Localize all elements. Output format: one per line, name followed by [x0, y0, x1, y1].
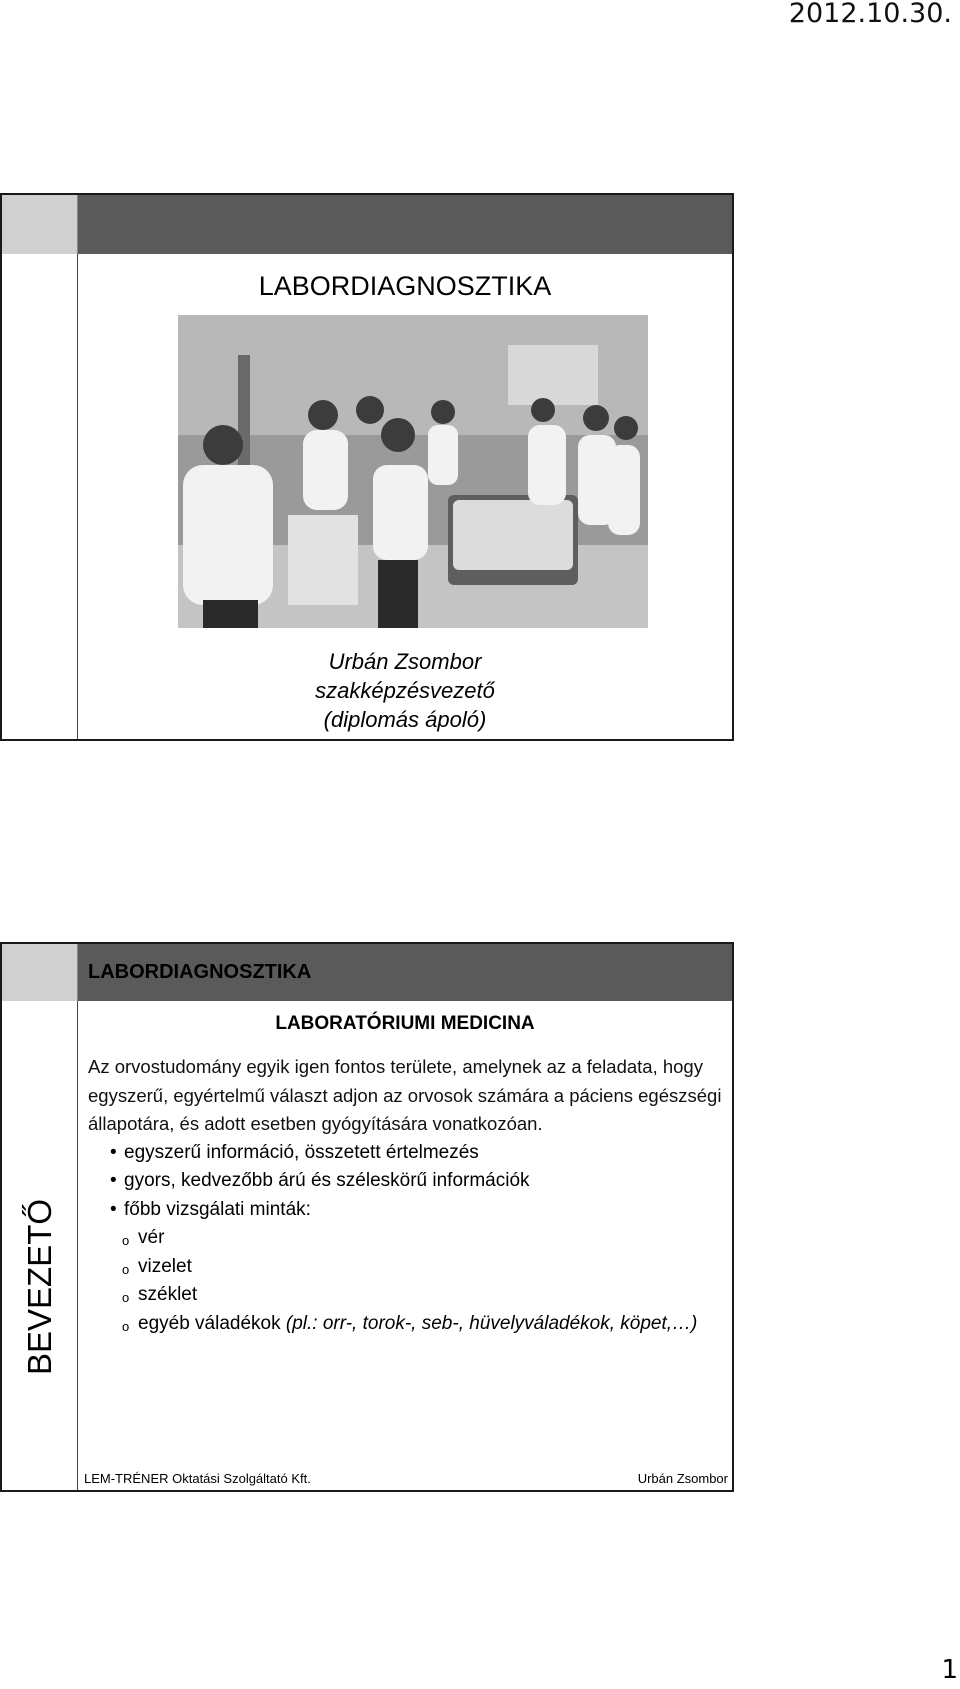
sample-item: o széklet: [138, 1281, 722, 1310]
sample-item: o vér: [138, 1224, 722, 1253]
photo-illustration: [178, 315, 648, 628]
page-number: 1: [941, 1655, 958, 1685]
print-date: 2012.10.30.: [788, 0, 952, 29]
title-slide: [0, 193, 734, 741]
bullet-item: • gyors, kedvezőbb árú és széleskörű információk: [124, 1167, 722, 1196]
slide-header: LABORDIAGNOSZTIKA: [78, 944, 732, 1001]
other-sample-text: egyéb váladékok: [138, 1312, 286, 1334]
sample-item-other: [138, 1310, 722, 1339]
author-degree: (diplomás ápoló): [323, 707, 487, 732]
author-name: Urbán Zsombor: [328, 649, 482, 674]
nursing-students-photo: [178, 315, 648, 628]
bullet-item: • egyszerű információ, összetett értelmezés: [124, 1139, 722, 1168]
intro-paragraph: Az orvostudomány egyik igen fontos területe, amelynek az a feladata, hogy egyszerű, egyértelmű választ adjon az orvosok számára a páciens egészségi állapotára, és adott esetben gyógyítására vonatkozóan.: [88, 1056, 722, 1134]
slide-corner: [2, 944, 78, 1001]
slide-body: [88, 1001, 722, 1490]
author-role: szakképzésvezető: [315, 678, 495, 703]
footer-author: Urbán Zsombor: [637, 1471, 728, 1486]
sample-item: o vizelet: [138, 1253, 722, 1282]
other-sample-examples: (pl.: orr-, torok-, seb-, hüvelyváladékok, köpet,…): [285, 1312, 698, 1334]
sample-list: [88, 1224, 722, 1338]
author-credit: [78, 647, 732, 734]
intro-slide: [0, 942, 734, 1492]
footer-company: LEM-TRÉNER Oktatási Szolgáltató Kft.: [84, 1471, 311, 1486]
bullet-item: • főbb vizsgálati minták:: [124, 1196, 722, 1225]
section-label: BEVEZETŐ: [21, 1198, 58, 1376]
slide-title: LABORDIAGNOSZTIKA: [258, 271, 552, 301]
bullet-list: [88, 1139, 722, 1225]
slide-header-bar: [78, 195, 732, 254]
slide-sidebar: [2, 254, 78, 739]
slide-subtitle: LABORATÓRIUMI MEDICINA: [275, 1013, 535, 1034]
slide-sidebar: [2, 1001, 78, 1490]
slide-corner: [2, 195, 78, 254]
